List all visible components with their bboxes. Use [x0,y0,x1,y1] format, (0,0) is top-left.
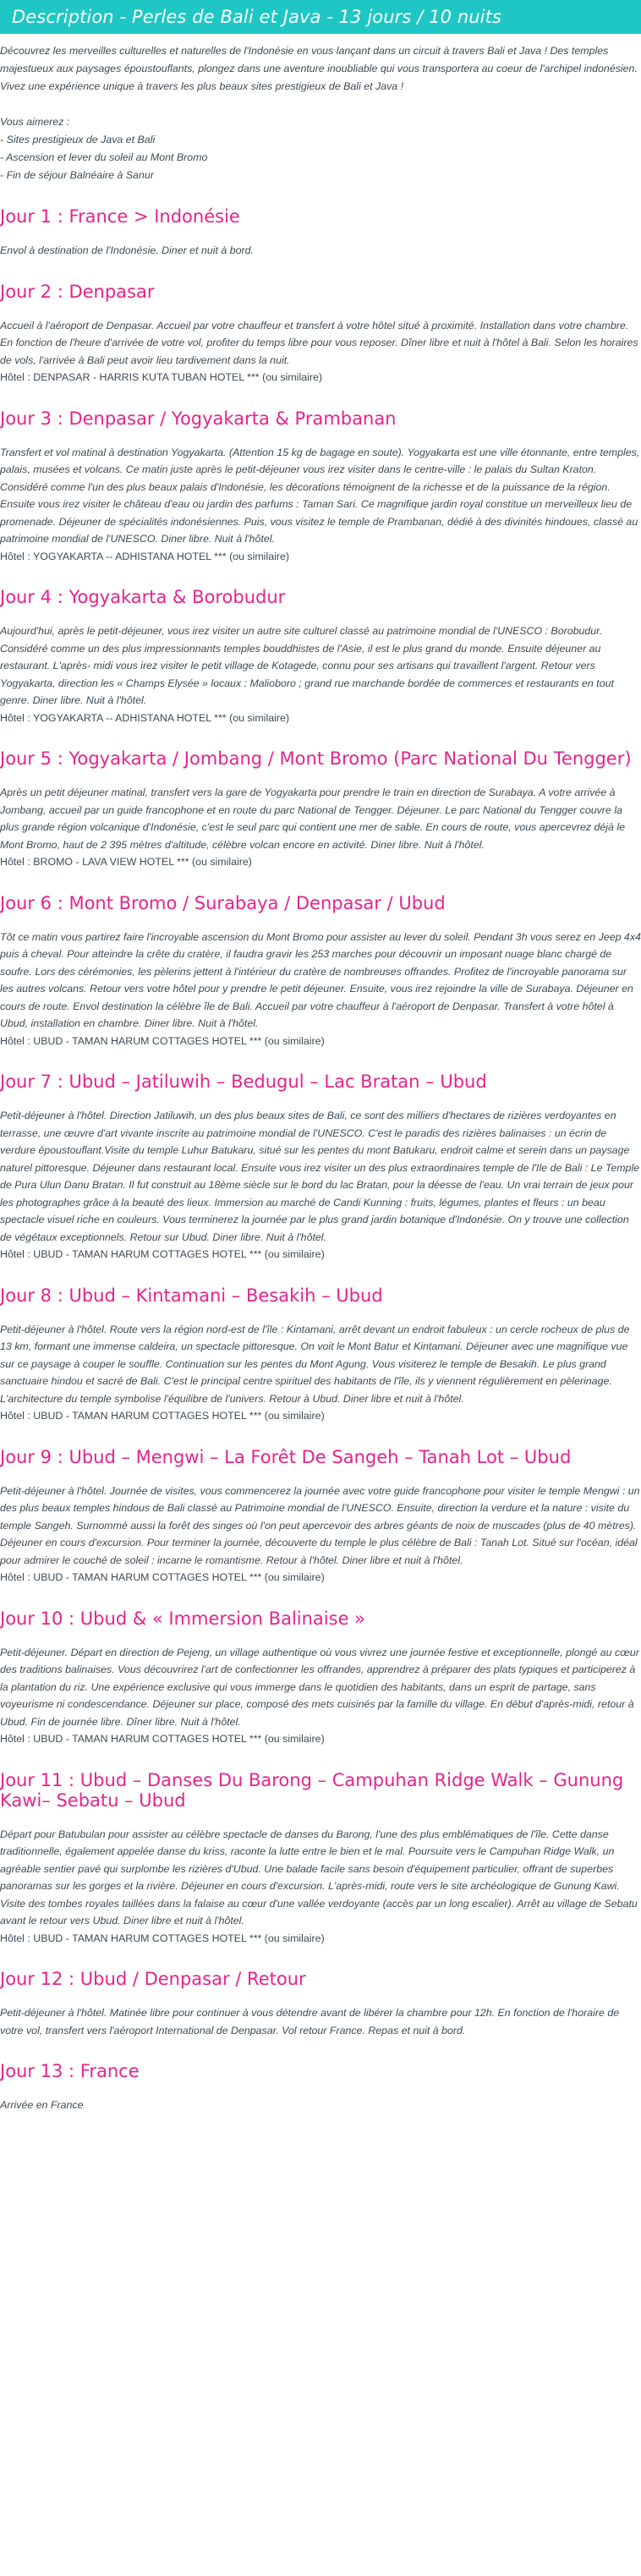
day-hotel: Hôtel : YOGYAKARTA -- ADHISTANA HOTEL *** (ou similaire) [0,550,289,562]
day-hotel: Hôtel : DENPASAR - HARRIS KUTA TUBAN HOTEL *** (ou similaire) [0,371,322,383]
day-description: Petit-déjeuner à l'hôtel. Journée de visites, vous commencerez la journée avec votre guide francophone pour visiter le temple Mengwi : un des plus beaux temples hindous de Bali classé au Patrimoine mondial de l'UNESCO. Ensuite, direction la verdure et la nature : visite du temple Sangeh. Surnommé aussi la forêt des singes où l'on peut apercevoir des arbres géants de noix de muscades (plus de 40 mètres). Déjeuner en cours d'excursion. Pour terminer la journée, découverte du temple le plus célèbre de Bali : Tanah Lot. Situé sur l'océan, idéal pour admirer le couché de soleil : incarne le romantisme. Retour à l'hôtel. Diner libre et nuit à l'hôtel. [0,1484,640,1566]
day-title: Jour 10 : Ubud & « Immersion Balinaise » [0,1608,366,1629]
day-section [0,1072,641,1263]
day-section [0,748,641,871]
day-hotel: Hôtel : UBUD - TAMAN HARUM COTTAGES HOTEL *** (ou similaire) [0,1733,325,1745]
day-description: Envol à destination de l'Indonésie. Diner et nuit à bord. [0,244,254,256]
day-hotel: Hôtel : UBUD - TAMAN HARUM COTTAGES HOTEL *** (ou similaire) [0,1410,325,1422]
day-hotel: Hôtel : UBUD - TAMAN HARUM COTTAGES HOTEL *** (ou similaire) [0,1248,325,1260]
day-title: Jour 3 : Denpasar / Yogyakarta & Prambanan [0,408,397,429]
day-title: Jour 4 : Yogyakarta & Borobudur [0,587,286,607]
day-description: Après un petit déjeuner matinal, transfert vers la gare de Yogyakarta pour prendre le train en direction de Surabaya. A votre arrivée à Jombang, accueil par un guide francophone et en route du parc National de Tengger. Déjeuner. Le parc National du Tengger couvre la plus grande région volcanique d'Indonésie, c'est le seul parc qui contient une mer de sable. En cours de route, vous apercevrez déjà le Mont Bromo, haut de 2 395 mètres d'altitude, célèbre volcan encore en activité. Diner libre. Nuit à l'hôtel. [0,787,625,851]
day-description: Petit-déjeuner. Départ en direction de Pejeng, un village authentique où vous vivrez une journée festive et exceptionnelle, plongé au cœur des traditions balinaises. Vous découvrirez l'art de confectionner les offrandes, apprendrez à préparer des plats typiques et participerez à la plantation du riz. Une expérience exclusive qui vous immerge dans le quotidien des habitants, dans un esprit de partage, sans voyeurisme ni condescendance. Déjeuner sur place, composé des mets cuisinés par la famille du village. En début d'après-midi, retour à Ubud. Fin de journée libre. Dîner libre. Nuit à l'hôtel. [0,1646,639,1728]
highlights-list [0,131,638,184]
day-section [0,2061,641,2114]
day-hotel: Hôtel : BROMO - LAVA VIEW HOTEL *** (ou similaire) [0,856,252,868]
day-hotel: Hôtel : UBUD - TAMAN HARUM COTTAGES HOTEL *** (ou similaire) [0,1571,325,1583]
intro-paragraph: Découvrez les merveilles culturelles et naturelles de l'Indonésie en vous lançant dans un circuit à travers Bali et Java ! Des temples majestueux aux paysages époustouflants, plongez dans une aventure inoubliable qui vous transportera au coeur de l'archipel indonésien. Vivez une expérience unique à travers les plus beaux sites prestigieux de Bali et Java ! [0,45,638,92]
highlights-title: Vous aimerez : [0,116,70,128]
day-description: Petit-déjeuner à l'hôtel. Route vers la région nord-est de l'île : Kintamani, arrêt devant un endroit fabuleux : un cercle rocheux de plus de 13 km, formant une immense caldeira, un spectacle pittoresque. On voit le Mont Batur et Kintamani. Déjeuner avec une magnifique vue sur ce paysage à couper le souffle. Continuation sur les pentes du Mont Agung. Vous visiterez le temple de Besakih. Le plus grand sanctuaire hindou et sacré de Bali. C'est le principal centre spirituel des habitants de l'île, ils y viennent régulièrement en pèlerinage. L'architecture du temple symbolise l'équilibre de l'univers. Retour à Ubud. Diner libre et nuit à l'hôtel. [0,1323,630,1405]
day-section [0,587,641,726]
day-section [0,206,641,260]
day-title: Jour 6 : Mont Bromo / Surabaya / Denpasar / Ubud [0,892,446,913]
day-hotel: Hôtel : UBUD - TAMAN HARUM COTTAGES HOTEL *** (ou similaire) [0,1034,325,1047]
day-description: Départ pour Batubulan pour assister au célèbre spectacle de danses du Barong, l'une des plus emblématiques de l'île. Cette danse traditionnelle, également appelée danse du kriss, raconte la lutte entre le bien et le mal. Poursuite vers le Campuhan Ridge Walk, un agréable sentier pavé qui surplombe les rizières d'Ubud. Une balade facile sans besoin d'équipement particulier, offrant de superbes panoramas sur les gorges et la rivière. Déjeuner en cours d'excursion. L'après-midi, route vers le site archéologique de Gunung Kawi. Visite des tombes royales taillées dans la falaise au cœur d'une vallée verdoyante (accès par un long escalier). Arrêt au village de Sebatu avant le retour vers Ubud. Diner libre et nuit à l'hôtel. [0,1828,638,1927]
description-title: Description - Perles de Bali et Java - 13 jours / 10 nuits [12,7,501,27]
highlight-item: - Ascension et lever du soleil au Mont Bromo [0,151,208,163]
day-title: Jour 9 : Ubud – Mengwi – La Forêt De Sangeh – Tanah Lot – Ubud [0,1446,572,1467]
day-section [0,282,641,386]
day-description: Petit-déjeuner à l'hôtel. Direction Jatiluwih, un des plus beaux sites de Bali, ce sont des milliers d'hectares de rizières verdoyantes en terrasse, une œuvre d'art vivante inscrite au patrimoine mondial de l'UNESCO. C'est le paradis des rizières balinaises : un écrin de verdure époustouflant.Visite du temple Luhur Batukaru, situé sur les pentes du mont Batukaru, endroit calme et serein dans un paysage naturel pittoresque. Déjeuner dans restaurant local. Ensuite vous irez visiter un des plus extraordinaires temple de l'Ile de Bali : Le Temple de Pura Ulun Danu Bratan. Il fut construit au 18ème siècle sur le bord du lac Bratan, pour la déesse de l'eau. Un vrai terrain de jeux pour les photographes grâce à la beauté des lieux. Immersion au marché de Candi Kunning : fruits, légumes, plantes et fleurs : un beau spectacle visuel riche en couleurs. Vous terminerez la journée par le plus grand jardin botanique d'Indonésie. On y trouve une collection de végétaux exceptionnels. Retour sur Ubud. Diner libre. Nuit à l'hôtel. [0,1110,640,1243]
day-hotel: Hôtel : UBUD - TAMAN HARUM COTTAGES HOTEL *** (ou similaire) [0,1932,325,1944]
day-description: Aujourd'hui, après le petit-déjeuner, vous irez visiter un autre site culturel classé au patrimoine mondial de l'UNESCO : Borobudur. Considéré comme un des plus impressionnants temples bouddhistes de l'Asie, il est le plus grand du monde. Ensuite déjeuner au restaurant. L'après- midi vous irez visiter le petit village de Kotagede, connu pour ses artisans qui travaillent l'argent. Retour vers Yogyakarta, direction les « Champs Elysée » locaux : Malioboro ; grand rue marchande bordée de commerces et restaurants en tout genre. Diner libre. Nuit à l'hôtel. [0,625,614,706]
day-title: Jour 8 : Ubud – Kintamani – Besakih – Ubud [0,1285,383,1306]
day-section [0,1447,641,1587]
description-header [0,0,641,34]
day-description: Transfert et vol matinal à destination Yogyakarta. (Attention 15 kg de bagage en soute). Yogyakarta est une ville étonnante, entre temples, palais, musées et volcans. Ce matin juste après le petit-déjeuner vous irez visiter dans le centre-ville : le palais du Sultan Kraton. Considéré comme l'un des plus beaux palais d'Indonésie, les décorations témoignent de la richesse et de la puissance de la région. Ensuite vous irez visiter le château d'eau ou jardin des parfums : Taman Sari. Ce magnifique jardin royal constitue un merveilleux lieu de promenade. Déjeuner de spécialités indonésiennes. Puis, vous visitez le temple de Prambanan, dédié à des divinités hindoues, classé au patrimoine mondial de l'UNESCO. Diner libre. Nuit à l'hôtel. [0,446,640,545]
highlight-item: - Sites prestigieux de Java et Bali [0,134,156,145]
day-description: Petit-déjeuner à l'hôtel. Matinée libre pour continuer à vous détendre avant de libérer la chambre pour 12h. En fonction de l'horaire de votre vol, transfert vers l'aéroport International de Denpasar. Vol retour France. Repas et nuit à bord. [0,2007,620,2036]
day-title: Jour 12 : Ubud / Denpasar / Retour [0,1969,306,1989]
day-section [0,893,641,1050]
day-description: Accueil à l'aéroport de Denpasar. Accueil par votre chauffeur et transfert à votre hôtel situé à proximité. Installation dans votre chambre. En fonction de l'heure d'arrivée de votre vol, profiter du temps libre pour vous reposer. Dîner libre et nuit à l'hôtel à Bali. Selon les horaires de vols, l'arrivée à Bali peut avoir lieu tardivement dans la nuit. [0,319,638,366]
day-title: Jour 13 : France [0,2061,140,2081]
day-title: Jour 2 : Denpasar [0,281,155,302]
day-hotel: Hôtel : YOGYAKARTA -- ADHISTANA HOTEL *** (ou similaire) [0,711,289,724]
day-section [0,1969,641,2039]
day-title: Jour 11 : Ubud – Danses Du Barong – Campuhan Ridge Walk – Gunung Kawi– Sebatu – Ubud [0,1769,624,1811]
highlight-item: - Fin de séjour Balnéaire à Sanur [0,169,154,181]
day-title: Jour 7 : Ubud – Jatiluwih – Bedugul – Lac Bratan – Ubud [0,1072,487,1092]
day-description: Arrivée en France [0,2099,84,2111]
day-title: Jour 1 : France > Indonésie [0,206,240,227]
day-section [0,1609,641,1748]
day-section [0,1770,641,1948]
day-section [0,1285,641,1425]
intro-section [0,34,641,184]
day-section [0,408,641,566]
day-title: Jour 5 : Yogyakarta / Jombang / Mont Bromo (Parc National Du Tengger) [0,748,632,769]
day-description: Tôt ce matin vous partirez faire l'incroyable ascension du Mont Bromo pour assister au lever du soleil. Pendant 3h vous serez en Jeep 4x4 puis à cheval. Pour atteindre la crête du cratère, il faudra gravir les 253 marches pour découvrir un imposant nuage blanc chargé de soufre. Lors des cérémonies, les pèlerins jettent à l'intérieur du cratère de nombreuses offrandes. Profitez de l'incroyable panorama sur les autres volcans. Retour vers votre hôtel pour y prendre le petit déjeuner. Ensuite, vous irez rejoindre la ville de Surabaya. Déjeuner en cours de route. Envol destination la célèbre île de Bali. Accueil par votre chauffeur à l'aéroport de Denpasar. Transfert à votre hôtel à Ubud, installation en chambre. Diner libre. Nuit à l'hôtel. [0,930,641,1029]
